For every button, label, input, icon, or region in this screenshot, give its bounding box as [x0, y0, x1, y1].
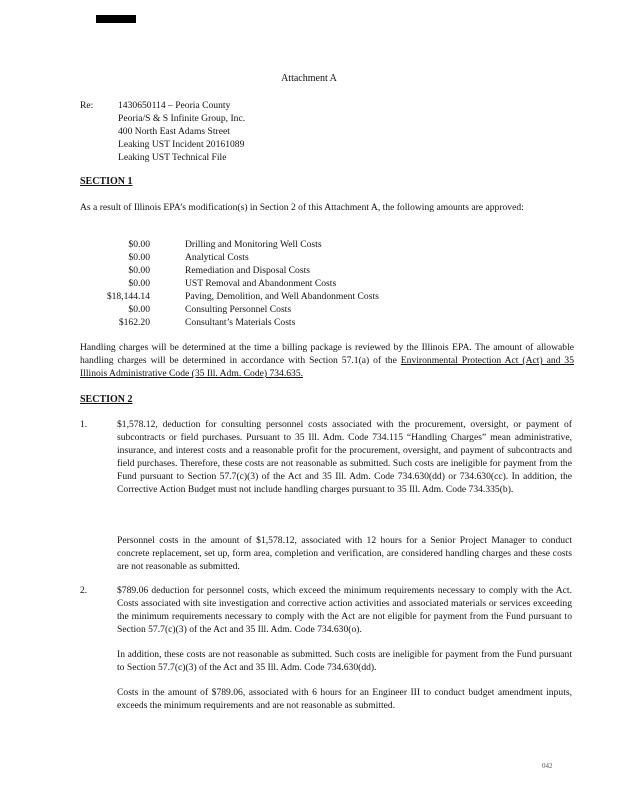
re-lines [118, 99, 378, 164]
item-number: 2. [80, 585, 88, 596]
cost-description: Paving, Demolition, and Well Abandonment Costs [185, 291, 379, 302]
re-line-file: Leaking UST Technical File [118, 152, 227, 164]
item-paragraph: Costs in the amount of $789.06, associated with 6 hours for an Engineer III to conduct budget amendment inputs, exceeds the minimum requirements and are not reasonable as submitted. [117, 687, 572, 712]
cost-amount: $0.00 [128, 278, 150, 289]
re-label: Re: [80, 100, 94, 111]
cost-row [80, 251, 379, 264]
cost-description: Analytical Costs [185, 252, 249, 263]
cost-row [80, 238, 379, 251]
item-paragraph: Personnel costs in the amount of $1,578.12, associated with 12 hours for a Senior Project Manager to conduct concrete replacement, set up, form area, completion and verification, are considered handling charges and these costs are not reasonable as submitted. [117, 535, 572, 573]
redaction-bar [96, 15, 136, 23]
page-number: 042 [542, 762, 553, 770]
handling-charges-text: Handling charges will be determined at the time a billing package is reviewed by the Illinois EPA. The amount of allowable handling charges will be determined in accordance with Section 57.1(a) of the [80, 342, 574, 367]
item-paragraph: $1,578.12, deduction for consulting personnel costs associated with the procurement, oversight, or payment of subcontracts or field purchases. Pursuant to 35 Ill. Adm. Code 734.115 “Handling Charges” mean administrative, insurance, and interest costs and a reasonable profit for the procurement, oversight, and payment of subcontracts and field purchases. Therefore, these costs are not reasonable as submitted. Such costs are ineligible for payment from the Fund pursuant to Section 57.7(c)(3) of the Act and 35 Ill. Adm. Code 734.630(dd) or 734.630(cc). In addition, the Corrective Action Budget must not include handling charges pursuant to 35 Ill. Adm. Code 734.335(b). [117, 419, 572, 496]
re-line-project: 1430650114 – Peoria County [118, 100, 231, 111]
item-number: 1. [80, 419, 88, 430]
section-1-intro: As a result of Illinois EPA’s modification(s) in Section 2 of this Attachment A, the following amounts are approved: [80, 202, 524, 213]
approved-costs-list [80, 238, 379, 329]
re-line-incident: Leaking UST Incident 20161089 [118, 139, 245, 151]
cost-row [80, 290, 379, 303]
cost-description: UST Removal and Abandonment Costs [185, 278, 337, 289]
re-line-address: 400 North East Adams Street [118, 126, 230, 138]
handling-charges-citation: Environmental Protection Act (Act) and 35 Illinois Administrative Code (35 Ill. Adm. Code) 734.635. [80, 355, 574, 380]
cost-description: Drilling and Monitoring Well Costs [185, 239, 322, 250]
item-paragraph: $789.06 deduction for personnel costs, which exceed the minimum requirements necessary to comply with the Act. Costs associated with site investigation and corrective action activities and associated materials or services exceeding the minimum requirements necessary to comply with the Act are not eligible for payment from the Fund pursuant to Section 57.7(c)(3) of the Act and 35 Ill. Adm. Code 734.630(o). [117, 585, 572, 636]
section-1-heading: SECTION 1 [80, 176, 133, 187]
cost-amount: $162.20 [118, 317, 150, 328]
cost-description: Consultant’s Materials Costs [185, 317, 296, 328]
cost-description: Consulting Personnel Costs [185, 304, 292, 315]
attachment-title: Attachment A [281, 73, 337, 84]
cost-row [80, 264, 379, 277]
cost-amount: $0.00 [128, 265, 150, 276]
cost-row [80, 316, 379, 329]
section-2-heading: SECTION 2 [80, 394, 133, 405]
cost-amount: $0.00 [128, 252, 150, 263]
cost-amount: $0.00 [128, 239, 150, 250]
cost-amount: $18,144.14 [106, 291, 150, 302]
item-paragraph: In addition, these costs are not reasonable as submitted. Such costs are ineligible for payment from the Fund pursuant to Section 57.7(c)(3) of the Act and 35 Ill. Adm. Code 734.630(dd). [117, 649, 572, 674]
re-line-owner: Peoria/S & S Infinite Group, Inc. [118, 113, 246, 125]
cost-row [80, 277, 379, 290]
cost-description: Remediation and Disposal Costs [185, 265, 310, 276]
cost-row [80, 303, 379, 316]
handling-charges-paragraph [80, 341, 574, 380]
cost-amount: $0.00 [128, 304, 150, 315]
